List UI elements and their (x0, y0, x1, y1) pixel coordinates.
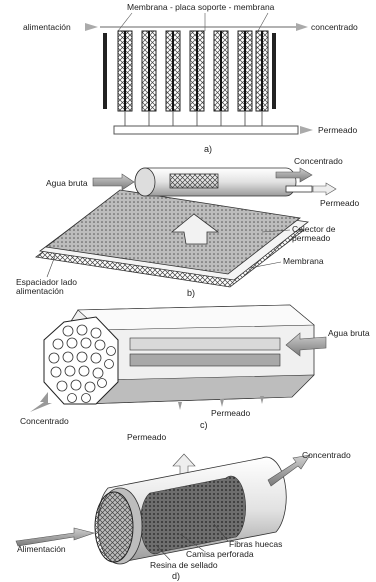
panel-b-spiral-wound (16, 156, 359, 298)
caption-a: a) (204, 144, 213, 154)
hollow-fibers-label: Fibras huecas (229, 539, 283, 549)
concentrate-label-d: Concentrado (302, 450, 351, 460)
concentrate-label-a: concentrado (311, 22, 358, 32)
permeate-label-b: Permeado (320, 198, 360, 208)
permeate-arrow-b (313, 183, 336, 195)
cutaway-tube-2 (130, 354, 280, 366)
permeate-manifold (114, 126, 298, 134)
feed-label-a: alimentación (23, 22, 71, 32)
feed-label-d: Alimentación (17, 544, 66, 554)
concentrate-arrow-a (296, 23, 308, 31)
permeate-label-a: Permeado (318, 125, 358, 135)
panel-d-hollow-fiber (16, 432, 351, 581)
caption-b: b) (187, 288, 196, 298)
raw-water-label-c: Agua bruta (328, 328, 370, 338)
panel-a-plate-frame (23, 2, 358, 154)
permeate-label-d: Permeado (127, 432, 167, 442)
roll-cutaway (170, 174, 218, 188)
cutaway-tube-1 (130, 338, 280, 350)
membrane-plate-label: Membrana - placa soporte - membrana (127, 2, 275, 12)
hollow-fiber-end-face (95, 492, 133, 562)
end-plate-left (103, 33, 107, 109)
permeate-label-c: Permeado (211, 408, 251, 418)
perforated-jacket-label: Camisa perforada (186, 549, 254, 559)
panel-c-tubular (20, 305, 370, 430)
collector-label-b-1: Colector de permeado (292, 224, 336, 243)
permeate-arrow-a (300, 126, 313, 134)
raw-water-arrow-b (93, 174, 134, 190)
central-permeate-tube (286, 186, 312, 192)
permeate-drops (125, 111, 262, 126)
caption-d: d) (172, 571, 181, 581)
end-plate-right (272, 33, 276, 109)
label-leader-lines (118, 13, 268, 31)
feed-arrow-a (85, 23, 98, 31)
membrane-label-b: Membrana (283, 256, 324, 266)
concentrate-label-b: Concentrado (294, 156, 343, 166)
concentrate-label-c: Concentrado (20, 416, 69, 426)
sealing-resin-label: Resina de sellado (150, 560, 218, 570)
membrane-stack (118, 31, 268, 111)
raw-water-label-b: Agua bruta (46, 178, 88, 188)
caption-c: c) (200, 420, 208, 430)
concentrate-arrow-c (30, 392, 52, 412)
spacer-label-b: Espaciador lado alimentación (16, 277, 77, 296)
